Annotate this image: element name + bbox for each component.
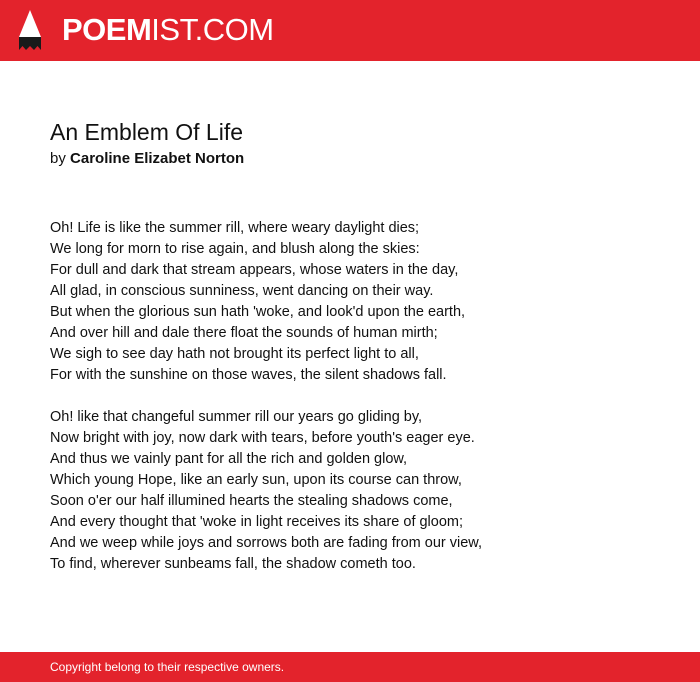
poem-line: And over hill and dale there float the sounds of human mirth; <box>50 325 438 341</box>
poem-line: Which young Hope, like an early sun, upon its course can throw, <box>50 472 462 488</box>
poem-line: All glad, in conscious sunniness, went dancing on their way. <box>50 283 434 299</box>
site-logo[interactable] <box>62 12 274 48</box>
poem-line: Soon o'er our half illumined hearts the stealing shadows come, <box>50 493 453 509</box>
poem-line: To find, wherever sunbeams fall, the shadow cometh too. <box>50 556 416 572</box>
poem-line: Now bright with joy, now dark with tears, before youth's eager eye. <box>50 430 475 446</box>
brand-bold-text: POEM <box>62 12 152 47</box>
stanza <box>50 407 650 575</box>
copyright-text: Copyright belong to their respective owners. <box>50 660 285 674</box>
poem-line: We long for morn to rise again, and blush along the skies: <box>50 241 420 257</box>
poem-line: Oh! Life is like the summer rill, where weary daylight dies; <box>50 220 420 236</box>
poem-line: For with the sunshine on those waves, the silent shadows fall. <box>50 367 447 383</box>
poem-body <box>50 218 650 596</box>
poem-line: Oh! like that changeful summer rill our years go gliding by, <box>50 409 423 425</box>
poem-line: And we weep while joys and sorrows both are fading from our view, <box>50 535 482 551</box>
brand-light-text: IST.COM <box>151 12 274 47</box>
poem-title: An Emblem Of Life <box>50 119 244 145</box>
poem-author: Caroline Elizabet Norton <box>70 150 245 167</box>
poem-byline <box>50 149 244 169</box>
site-header <box>0 0 700 61</box>
poem-line: We sigh to see day hath not brought its perfect light to all, <box>50 346 419 362</box>
poem-line: And thus we vainly pant for all the rich and golden glow, <box>50 451 408 467</box>
poem-line: And every thought that 'woke in light receives its share of gloom; <box>50 514 464 530</box>
pencil-icon[interactable] <box>18 10 42 50</box>
poem-line: For dull and dark that stream appears, whose waters in the day, <box>50 262 459 278</box>
stanza <box>50 218 650 386</box>
by-label: by <box>50 150 66 167</box>
site-footer <box>0 652 700 682</box>
poem-line: But when the glorious sun hath 'woke, and look'd upon the earth, <box>50 304 466 320</box>
